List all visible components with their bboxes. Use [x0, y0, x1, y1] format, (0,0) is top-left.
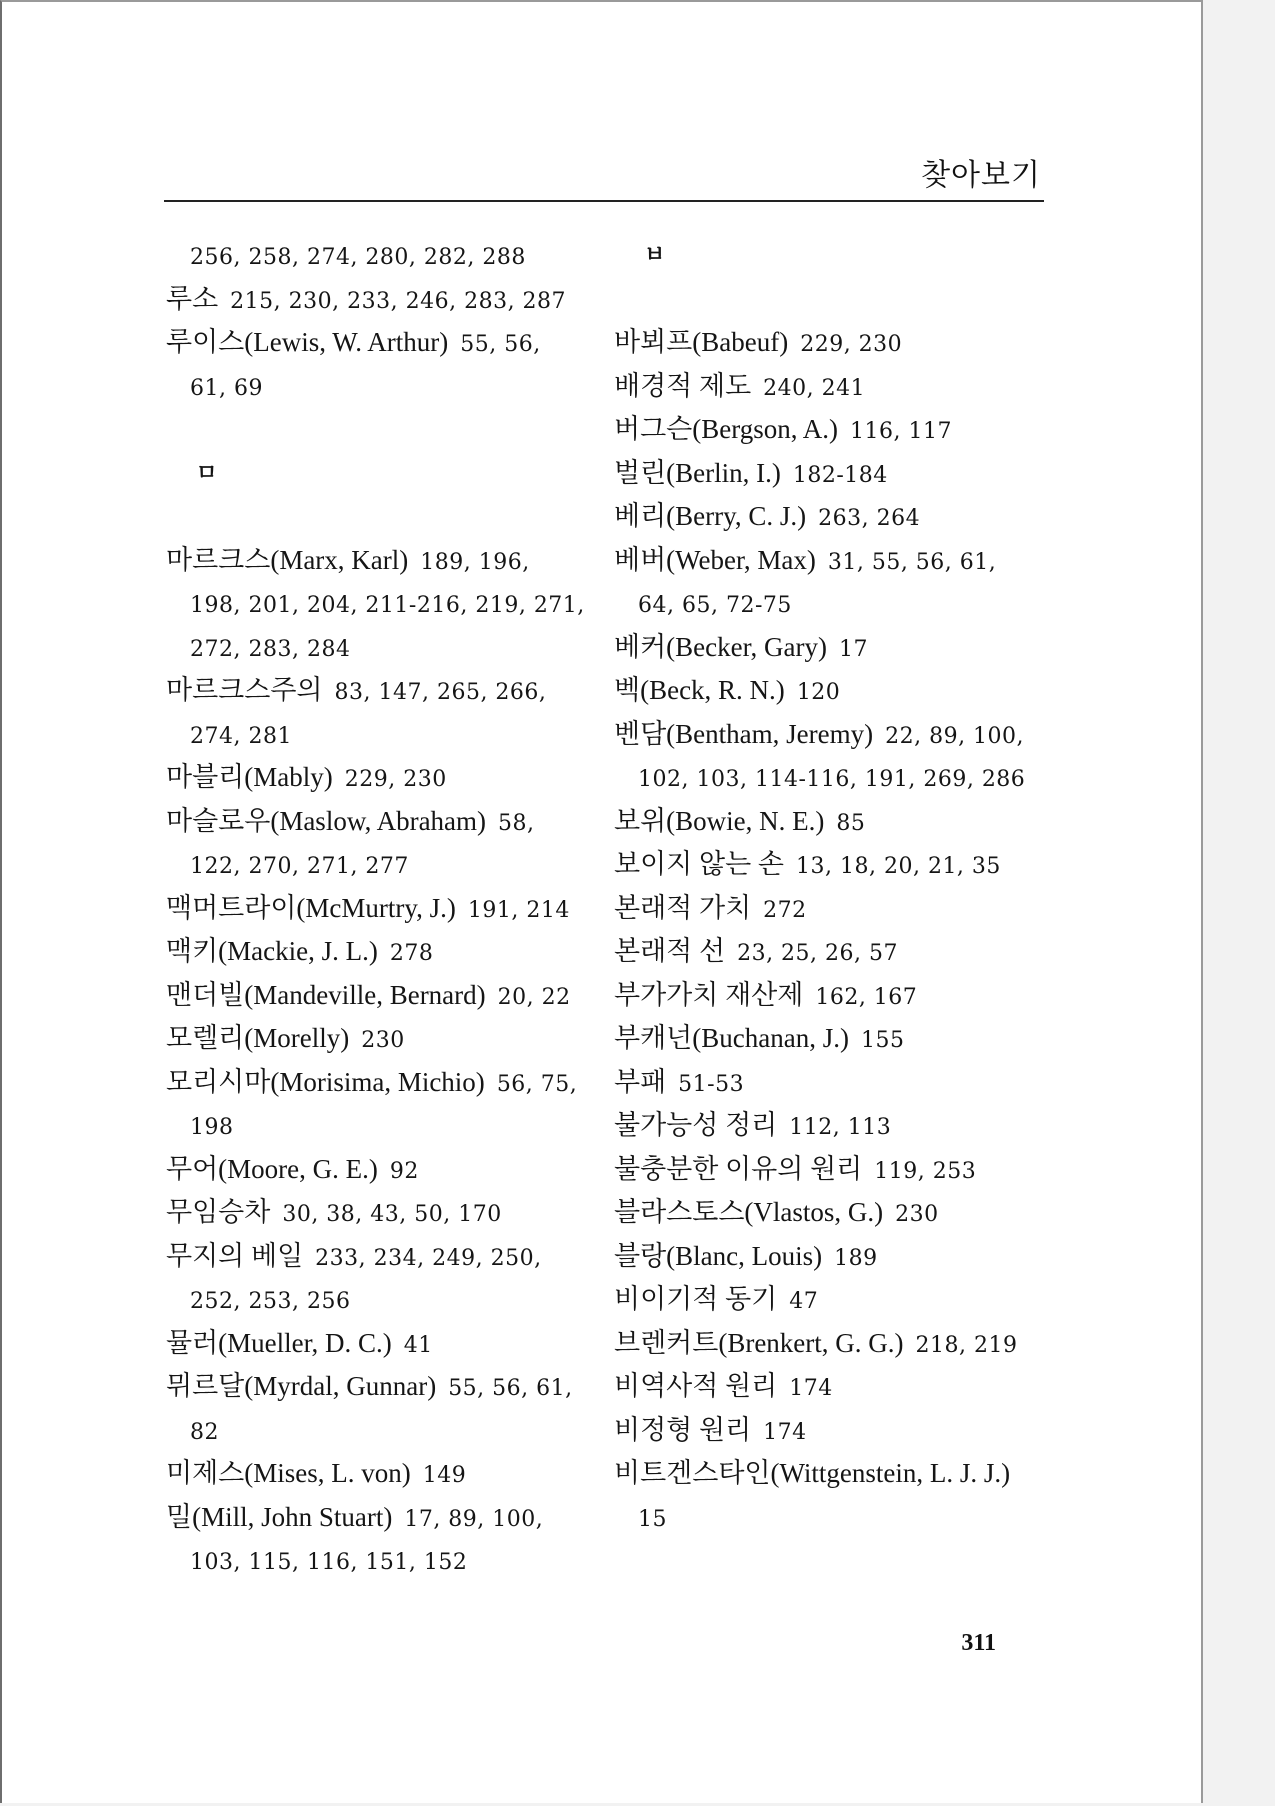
index-term: 본래적 선	[614, 936, 726, 966]
index-pages: 31, 55, 56, 61,	[827, 549, 997, 575]
index-entry	[614, 1061, 1054, 1105]
index-term: 밀(Mill, John Stuart)	[166, 1501, 393, 1532]
index-term: 비트겐스타인(Wittgenstein, L. J. J.)	[614, 1458, 1011, 1488]
index-continuation	[166, 365, 596, 409]
index-pages: 230	[361, 1028, 405, 1053]
index-pages: 122, 270, 271, 277	[190, 854, 409, 879]
index-term: 모리시마(Morisima, Michio)	[166, 1066, 485, 1097]
index-pages: 116, 117	[850, 419, 952, 444]
index-pages: 155	[860, 1028, 905, 1053]
index-term: 맥키(Mackie, J. L.)	[166, 936, 378, 966]
index-entry	[614, 626, 1054, 670]
index-term: 비역사적 원리	[614, 1371, 778, 1401]
index-pages: 47	[789, 1289, 819, 1314]
index-pages: 102, 103, 114-116, 191, 269, 286	[638, 767, 1026, 792]
index-entry	[614, 887, 1054, 931]
index-entry	[166, 669, 596, 713]
index-term: 버그슨(Bergson, A.)	[614, 414, 838, 444]
index-term: 베리(Berry, C. J.)	[614, 501, 807, 531]
index-continuation	[614, 582, 1054, 626]
page-header-title: 찾아보기	[921, 158, 1041, 193]
index-pages: 191, 214	[467, 897, 570, 923]
index-pages: 272, 283, 284	[190, 636, 351, 662]
index-term: 맨더빌(Mandeville, Bernard)	[166, 979, 486, 1010]
index-term: 본래적 가치	[614, 892, 752, 923]
index-term: 모렐리(Morelly)	[166, 1023, 350, 1053]
index-continuation	[166, 626, 596, 670]
index-term: 비이기적 동기	[614, 1284, 778, 1314]
index-pages: 22, 89, 100,	[885, 723, 1025, 749]
index-entry	[166, 321, 596, 365]
index-continuation	[614, 1496, 1054, 1540]
index-pages: 55, 56, 61,	[448, 1376, 573, 1401]
index-pages: 92	[389, 1158, 419, 1184]
index-entry	[614, 1409, 1054, 1453]
index-pages: 61, 69	[190, 375, 263, 401]
index-pages: 119, 253	[874, 1158, 977, 1184]
index-entry	[166, 1191, 596, 1235]
index-pages: 120	[796, 680, 841, 705]
index-pages: 218, 219	[915, 1332, 1018, 1358]
index-term: 뮈르달(Myrdal, Gunnar)	[166, 1371, 437, 1401]
index-entry	[614, 539, 1054, 583]
index-term: 블라스토스(Vlastos, G.)	[614, 1197, 884, 1227]
index-pages: 149	[422, 1463, 467, 1488]
index-term: 부가가치 재산제	[614, 979, 804, 1010]
index-pages: 15	[638, 1506, 667, 1532]
index-pages: 198, 201, 204, 211-216, 219, 271,	[190, 593, 585, 618]
index-pages: 272	[763, 897, 807, 923]
index-term: 마르크스(Marx, Karl)	[166, 544, 409, 575]
index-column-right	[614, 234, 1054, 1539]
index-pages: 263, 264	[818, 506, 921, 531]
index-continuation	[166, 1539, 596, 1583]
index-pages: 17, 89, 100,	[404, 1506, 544, 1532]
index-column-left	[166, 234, 596, 1583]
index-term: 마슬로우(Maslow, Abraham)	[166, 805, 487, 836]
index-term: 맥머트라이(McMurtry, J.)	[166, 892, 456, 923]
index-pages: 240, 241	[763, 375, 866, 401]
index-continuation	[166, 1278, 596, 1322]
index-entry	[166, 800, 596, 844]
index-entry	[166, 539, 596, 583]
index-pages: 233, 234, 249, 250,	[315, 1245, 542, 1271]
index-term: 마블리(Mably)	[166, 762, 333, 792]
index-pages: 162, 167	[815, 984, 918, 1010]
index-term: 부캐넌(Buchanan, J.)	[614, 1023, 849, 1053]
index-entry	[614, 843, 1054, 887]
index-pages: 58,	[498, 810, 535, 836]
index-term: 뮬러(Mueller, D. C.)	[166, 1327, 392, 1358]
section-heading: ㅁ	[196, 460, 218, 486]
index-entry	[166, 1017, 596, 1061]
index-pages: 278	[389, 941, 434, 966]
index-term: 불충분한 이유의 원리	[614, 1153, 863, 1184]
index-term: 벤담(Bentham, Jeremy)	[614, 718, 874, 749]
index-pages: 82	[190, 1419, 219, 1445]
index-pages: 51-53	[678, 1071, 745, 1097]
index-continuation	[166, 1104, 596, 1148]
index-entry	[166, 1496, 596, 1540]
index-pages: 174	[763, 1419, 807, 1445]
header-rule	[164, 200, 1044, 202]
index-term: 루소	[166, 283, 219, 314]
index-pages: 229, 230	[800, 332, 903, 357]
index-term: 무지의 베일	[166, 1240, 304, 1271]
index-entry	[614, 713, 1054, 757]
index-term: 배경적 제도	[614, 370, 752, 401]
index-continuation	[614, 756, 1054, 800]
index-entry	[166, 756, 596, 800]
index-pages: 85	[836, 810, 866, 836]
index-continuation	[166, 582, 596, 626]
page-number: 311	[961, 1630, 996, 1656]
index-entry	[614, 495, 1054, 539]
index-entry	[166, 930, 596, 974]
index-entry	[614, 1452, 1054, 1496]
index-entry	[614, 800, 1054, 844]
index-pages: 174	[789, 1376, 833, 1401]
index-pages: 198	[190, 1115, 234, 1140]
index-term: 바뵈프(Babeuf)	[614, 327, 789, 357]
index-pages: 230	[895, 1202, 939, 1227]
index-term: 벌린(Berlin, I.)	[614, 457, 781, 488]
index-pages: 274, 281	[190, 723, 292, 749]
index-entry	[614, 974, 1054, 1018]
index-term: 보이지 않는 손	[614, 849, 784, 879]
index-entry	[166, 1235, 596, 1279]
index-entry	[614, 1191, 1054, 1235]
blank-line	[614, 278, 1054, 322]
index-term: 블랑(Blanc, Louis)	[614, 1240, 823, 1271]
index-term: 부패	[614, 1066, 667, 1097]
index-entry	[614, 452, 1054, 496]
index-term: 무임승차	[166, 1197, 271, 1227]
index-term: 비정형 원리	[614, 1414, 752, 1445]
index-entry	[614, 408, 1054, 452]
index-pages: 182-184	[792, 462, 888, 488]
index-pages: 55, 56,	[460, 332, 541, 357]
index-entry	[614, 321, 1054, 365]
index-entry	[614, 1104, 1054, 1148]
index-pages: 229, 230	[344, 767, 447, 792]
index-entry	[614, 1017, 1054, 1061]
blank-line	[166, 495, 596, 539]
index-entry	[166, 1322, 596, 1366]
index-pages: 30, 38, 43, 50, 170	[282, 1202, 502, 1227]
index-pages: 64, 65, 72-75	[638, 593, 792, 618]
index-entry	[614, 1278, 1054, 1322]
index-entry	[614, 1365, 1054, 1409]
index-entry	[166, 278, 596, 322]
index-term: 미제스(Mises, L. von)	[166, 1458, 411, 1488]
index-term: 벡(Beck, R. N.)	[614, 675, 785, 705]
index-entry	[614, 669, 1054, 713]
index-continuation	[166, 234, 596, 278]
index-pages: 83, 147, 265, 266,	[334, 680, 547, 705]
index-entry	[614, 1235, 1054, 1279]
index-term: 루이스(Lewis, W. Arthur)	[166, 327, 449, 357]
index-term: 브렌커트(Brenkert, G. G.)	[614, 1327, 904, 1358]
index-pages: 20, 22	[497, 984, 571, 1010]
index-term: 보위(Bowie, N. E.)	[614, 805, 825, 836]
index-term: 불가능성 정리	[614, 1110, 778, 1140]
index-entry	[166, 1148, 596, 1192]
index-pages: 112, 113	[789, 1115, 892, 1140]
index-continuation	[166, 1409, 596, 1453]
index-term: 마르크스주의	[166, 675, 323, 705]
index-continuation	[166, 843, 596, 887]
blank-line	[166, 408, 596, 452]
index-pages: 23, 25, 26, 57	[737, 941, 899, 966]
index-pages: 17	[839, 636, 868, 662]
index-entry	[166, 1365, 596, 1409]
index-entry	[166, 1061, 596, 1105]
index-pages: 189, 196,	[420, 549, 530, 575]
index-pages: 256, 258, 274, 280, 282, 288	[190, 245, 526, 270]
index-pages: 103, 115, 116, 151, 152	[190, 1550, 468, 1575]
index-pages: 215, 230, 233, 246, 283, 287	[230, 288, 567, 314]
index-entry	[614, 1148, 1054, 1192]
index-pages: 189	[834, 1245, 878, 1271]
index-entry	[614, 365, 1054, 409]
index-continuation	[166, 713, 596, 757]
index-term: 베버(Weber, Max)	[614, 544, 816, 575]
index-pages: 252, 253, 256	[190, 1289, 351, 1314]
index-pages: 56, 75,	[496, 1071, 578, 1097]
index-entry	[166, 887, 596, 931]
section-heading: ㅂ	[644, 243, 666, 268]
index-entry	[614, 1322, 1054, 1366]
index-entry	[166, 974, 596, 1018]
index-entry	[614, 930, 1054, 974]
index-term: 무어(Moore, G. E.)	[166, 1153, 378, 1184]
index-term: 베커(Becker, Gary)	[614, 631, 827, 662]
index-pages: 41	[403, 1332, 433, 1358]
index-pages: 13, 18, 20, 21, 35	[796, 854, 1001, 879]
index-entry	[166, 1452, 596, 1496]
